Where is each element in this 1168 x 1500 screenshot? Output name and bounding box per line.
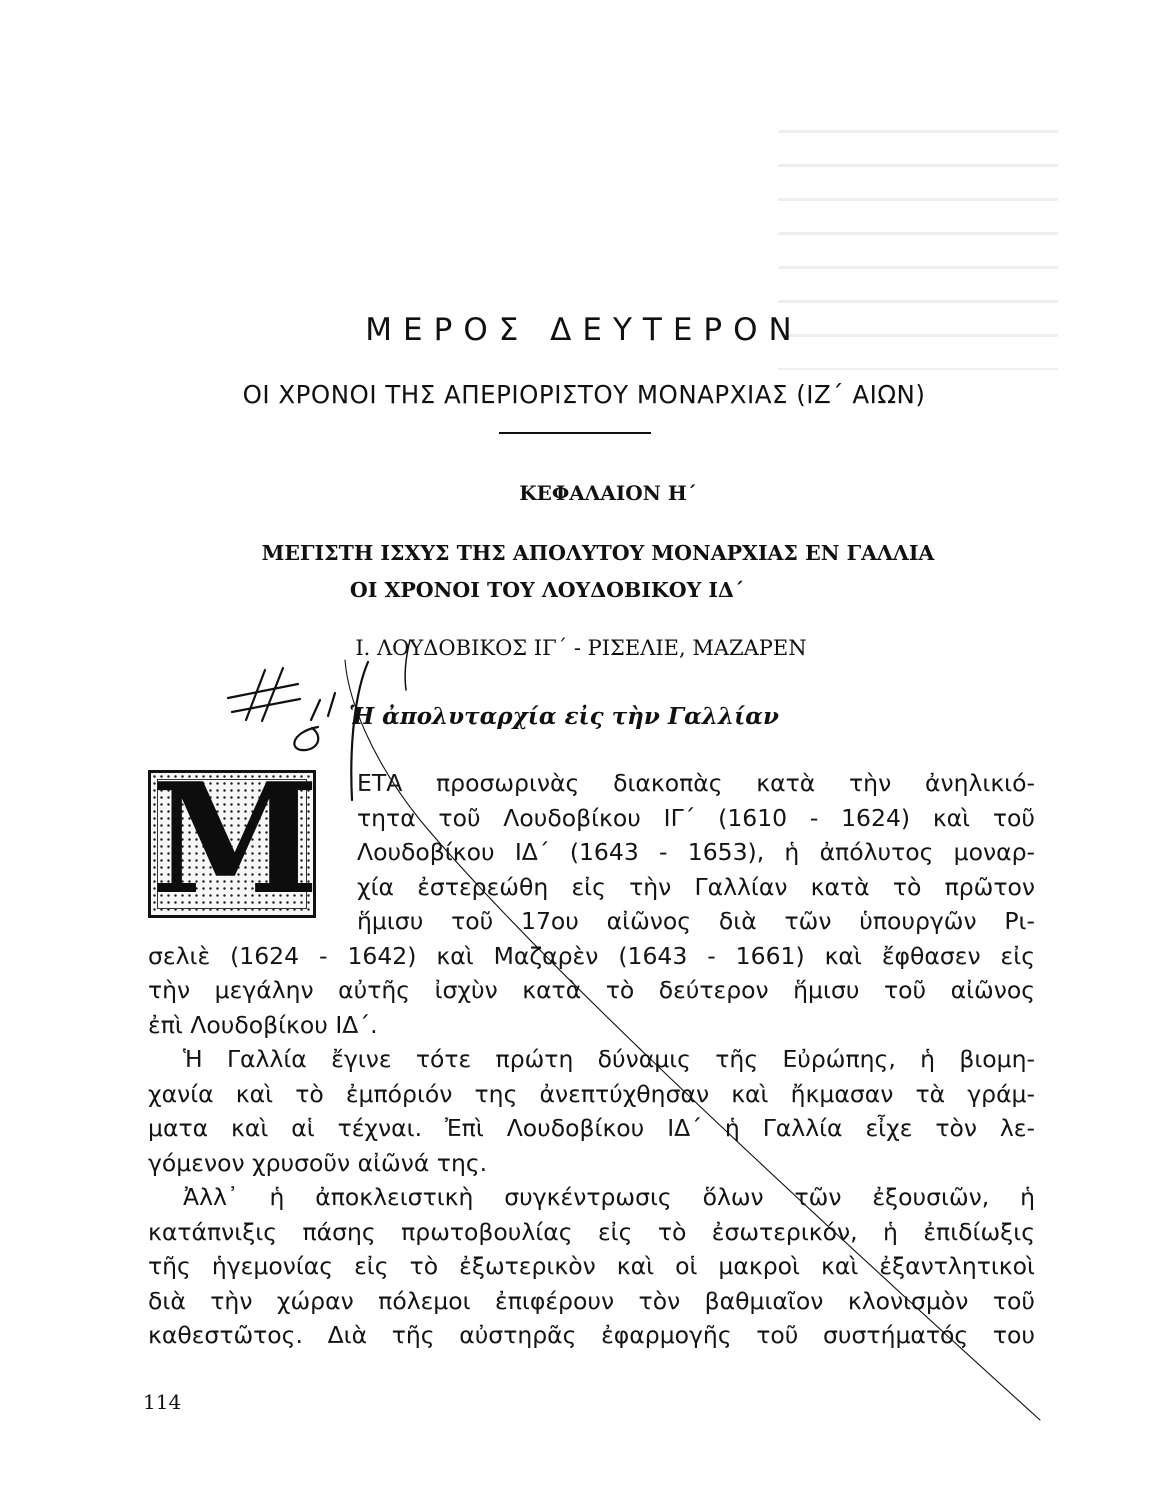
chapter-number: ΚΕΦΑΛΑΙΟΝ Η΄ (519, 481, 697, 505)
text-line: διὰ τὴν χώραν πόλεμοι ἐπιφέρουν τὸν βαθμιαῖον κλονισμὸν τοῦ (148, 1286, 1035, 1315)
text-line: κατάπνιξις πάσης πρωτοβουλίας εἰς τὸ ἐσωτερικόν, ἡ ἐπιδίωξις (148, 1217, 1035, 1246)
ornamental-dropcap (148, 749, 320, 928)
text-line: ἐπὶ Λουδοβίκου ΙΔ΄. (148, 1010, 378, 1039)
chapter-title-line-1: ΜΕΓΙΣΤΗ ΙΣΧΥΣ ΤΗΣ ΑΠΟΛΥΤΟΥ ΜΟΝΑΡΧΙΑΣ ΕΝ ΓΑΛΛΙΑ (261, 541, 935, 565)
text-line: ἥμισυ τοῦ 17ου αἰῶνος διὰ τῶν ὑπουργῶν Ρι- (357, 907, 1035, 935)
text-line: τῆς ἡγεμονίας εἰς τὸ ἐξωτερικὸν καὶ οἱ μακροὶ καὶ ἐξαντλητικοὶ (148, 1252, 1035, 1280)
chapter-title-line-2: ΟΙ ΧΡΟΝΟΙ ΤΟΥ ΛΟΥΔΟΒΙΚΟΥ ΙΔ΄ (349, 578, 745, 602)
hash-stroke-4 (232, 699, 300, 712)
text-line: γόμενον χρυσοῦν αἰῶνά της. (148, 1148, 488, 1177)
text-line: τὴν μεγάλην αὐτῆς ἰσχὺν κατὰ τὸ δεύτερον ἥμισυ τοῦ αἰῶνος (148, 976, 1035, 1004)
text-line: Ἡ Γαλλία ἔγινε τότε πρώτη δύναμις τῆς Εὐρώπης, ἡ βιομη- (183, 1045, 1035, 1073)
pen-mark-2 (328, 693, 335, 716)
title-divider (499, 432, 651, 434)
subsection-title: Ἡ ἀπολυταρχία εἰς τὴν Γαλλίαν (349, 703, 779, 730)
text-line: Λουδοβίκου ΙΔ΄ (1643 - 1653), ἡ ἀπόλυτος μοναρ- (357, 838, 1035, 866)
part-title: ΜΕΡΟΣ ΔΕΥΤΕΡΟΝ (365, 312, 803, 348)
pen-mark-1 (311, 700, 320, 720)
text-line: χανία καὶ τὸ ἐμπόριόν της ἀνεπτύχθησαν καὶ ἤκμασαν τὰ γράμ- (148, 1079, 1035, 1108)
page-number: 114 (143, 1390, 182, 1414)
text-line: τητα τοῦ Λουδοβίκου ΙΓ΄ (1610 - 1624) καὶ τοῦ (357, 803, 1035, 832)
text-line: Ἀλλ᾿ ἡ ἀποκλειστικὴ συγκέντρωσις ὅλων τῶν ἐξουσιῶν, ἡ (183, 1183, 1035, 1211)
hash-stroke-3 (228, 684, 298, 698)
dropcap-letter: Μ (151, 749, 320, 928)
text-line: σελιὲ (1624 - 1642) καὶ Μαζαρὲν (1643 - 1661) καὶ ἔφθασεν εἰς (148, 941, 1035, 970)
hash-stroke-2 (262, 668, 283, 721)
pen-loop (294, 727, 318, 750)
text-line: ματα καὶ αἱ τέχναι. Ἐπὶ Λουδοβίκου ΙΔ΄ ἡ Γαλλία εἶχε τὸν λε- (148, 1114, 1035, 1142)
section-title: Ι. ΛΟΥΔΟΒΙΚΟΣ ΙΓ΄ - ΡΙΣΕΛΙΕ, ΜΑΖΑΡΕΝ (355, 636, 807, 660)
hash-stroke-1 (246, 670, 265, 720)
part-subtitle: ΟΙ ΧΡΟΝΟΙ ΤΗΣ ΑΠΕΡΙΟΡΙΣΤΟΥ ΜΟΝΑΡΧΙΑΣ (ΙΖ΄ ΑΙΩΝ) (242, 380, 926, 409)
text-line: ΕΤΑ προσωρινὰς διακοπὰς κατὰ τὴν ἀνηλικιό- (357, 769, 1035, 797)
text-line: χία ἐστερεώθη εἰς τὴν Γαλλίαν κατὰ τὸ πρῶτον (357, 872, 1035, 901)
text-line: καθεστῶτος. Διὰ τῆς αὐστηρᾶς ἐφαρμογῆς τοῦ συστήματός του (148, 1321, 1035, 1349)
